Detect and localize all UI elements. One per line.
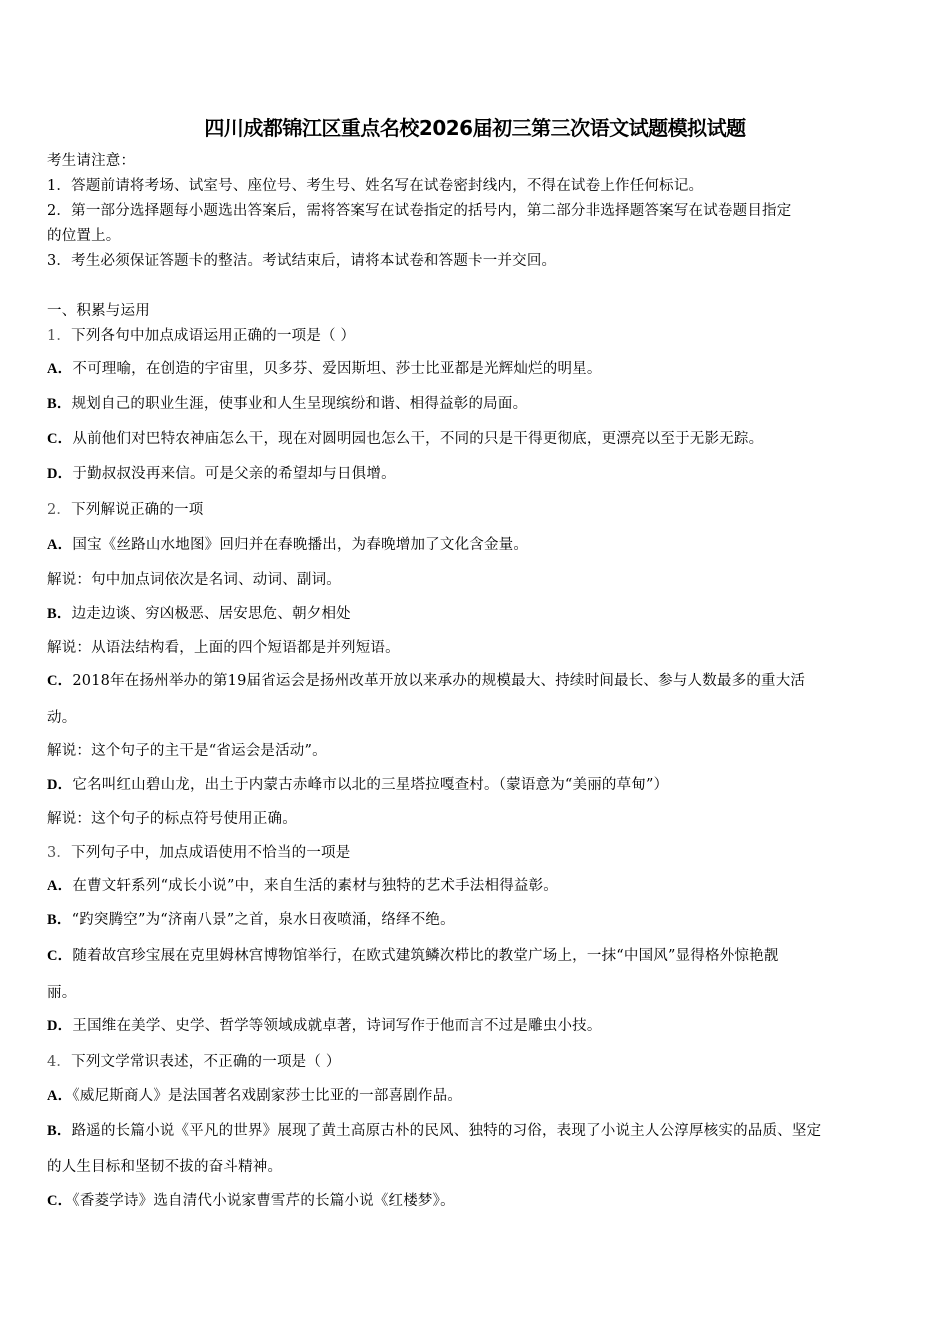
question-stem: 3．下列句子中，加点成语使用不恰当的一项是 bbox=[47, 845, 351, 861]
question-stem: 4．下列文学常识表述，不正确的一项是（ ） bbox=[47, 1054, 341, 1070]
option-line: C．2018年在扬州举办的第19届省运会是扬州改革开放以来承办的规模最大、持续时间最长、参与人数最多的重大活 bbox=[47, 673, 806, 689]
question-number: 4． bbox=[47, 1054, 72, 1070]
option-line: D．它名叫红山碧山龙，出土于内蒙古赤峰市以北的三星塔拉嘎查村。（蒙语意为“美丽的草甸”） bbox=[47, 777, 669, 793]
option-line: B．“趵突腾空”为“济南八景”之首，泉水日夜喷涌，络绎不绝。 bbox=[47, 912, 455, 928]
option-line-continued: 丽。 bbox=[47, 985, 77, 1001]
explanation-line: 解说：句中加点词依次是名词、动词、副词。 bbox=[47, 572, 341, 588]
notice-item: 2．第一部分选择题每小题选出答案后，需将答案写在试卷指定的括号内，第二部分非选择题答案写在试卷题目指定 bbox=[47, 203, 792, 219]
option-line: A．不可理喻，在创造的宇宙里，贝多芬、爱因斯坦、莎士比亚都是光辉灿烂的明星。 bbox=[47, 361, 602, 377]
question-number: 1． bbox=[47, 328, 72, 344]
explanation-line: 解说：从语法结构看，上面的四个短语都是并列短语。 bbox=[47, 640, 400, 656]
document-title: 四川成都锦江区重点名校2026届初三第三次语文试题模拟试题 bbox=[204, 116, 746, 140]
option-line: D．王国维在美学、史学、哲学等领域成就卓著，诗词写作于他而言不过是雕虫小技。 bbox=[47, 1018, 602, 1034]
option-line-continued: 动。 bbox=[47, 710, 77, 726]
option-line: B．路遥的长篇小说《平凡的世界》展现了黄土高原古朴的民风、独特的习俗，表现了小说主人公淳厚核实的品质、坚定 bbox=[47, 1123, 822, 1139]
option-line: B．规划自己的职业生涯，使事业和人生呈现缤纷和谐、相得益彰的局面。 bbox=[47, 396, 528, 412]
option-line: B．边走边谈、穷凶极恶、居安思危、朝夕相处 bbox=[47, 606, 351, 622]
section-heading: 一、积累与运用 bbox=[47, 303, 150, 319]
option-line: C．随着故宫珍宝展在克里姆林宫博物馆举行，在欧式建筑鳞次栉比的教堂广场上，一抹“中国风”显得格外惊艳靓 bbox=[47, 948, 779, 964]
option-line: A．《威尼斯商人》是法国著名戏剧家莎士比亚的一部喜剧作品。 bbox=[47, 1088, 463, 1104]
notice-item: 1．答题前请将考场、试室号、座位号、考生号、姓名写在试卷密封线内，不得在试卷上作任何标记。 bbox=[47, 178, 704, 194]
option-line: C．《香菱学诗》选自清代小说家曹雪芹的长篇小说《红楼梦》。 bbox=[47, 1193, 455, 1209]
question-stem: 2．下列解说正确的一项 bbox=[47, 502, 204, 518]
option-line: A．在曹文轩系列“成长小说”中，来自生活的素材与独特的艺术手法相得益彰。 bbox=[47, 878, 558, 894]
option-line: D．于勤叔叔没再来信。可是父亲的希望却与日俱增。 bbox=[47, 466, 396, 482]
explanation-line: 解说：这个句子的标点符号使用正确。 bbox=[47, 811, 297, 827]
question-number: 3． bbox=[47, 845, 72, 861]
question-stem: 1．下列各句中加点成语运用正确的一项是（ ） bbox=[47, 328, 356, 344]
option-line-continued: 的人生目标和坚韧不拔的奋斗精神。 bbox=[47, 1159, 283, 1175]
notice-item: 的位置上。 bbox=[47, 228, 121, 244]
explanation-line: 解说：这个句子的主干是“省运会是活动”。 bbox=[47, 743, 327, 759]
notice-heading: 考生请注意： bbox=[47, 153, 136, 169]
notice-item: 3．考生必须保证答题卡的整洁。考试结束后，请将本试卷和答题卡一并交回。 bbox=[47, 253, 557, 269]
option-line: C．从前他们对巴特农神庙怎么干，现在对圆明园也怎么干，不同的只是干得更彻底，更漂亮以至于无影无踪。 bbox=[47, 431, 764, 447]
question-number: 2． bbox=[47, 502, 72, 518]
option-line: A．国宝《丝路山水地图》回归并在春晚播出，为春晚增加了文化含金量。 bbox=[47, 537, 529, 553]
